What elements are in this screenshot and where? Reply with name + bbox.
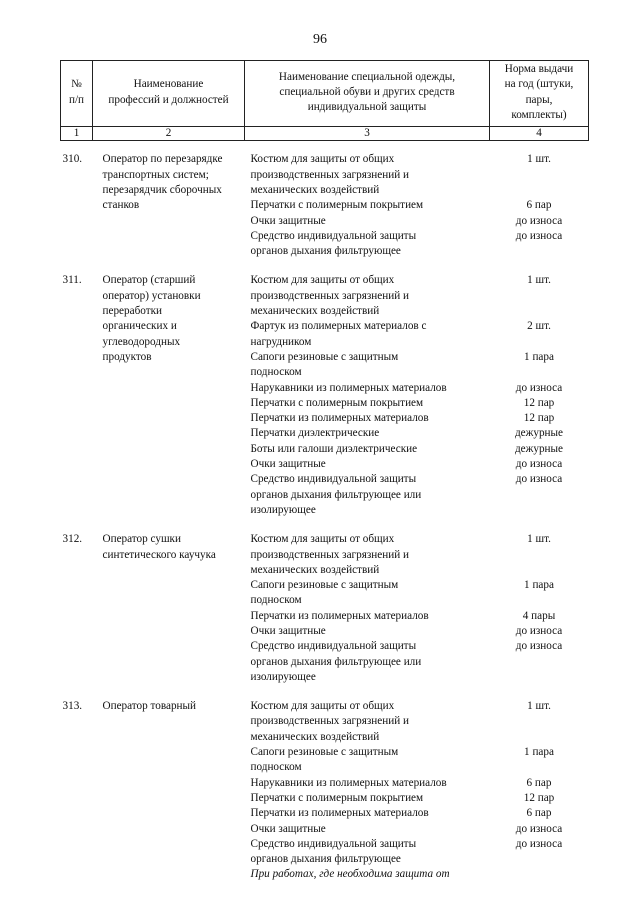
- profession-line: транспортных систем;: [102, 168, 209, 181]
- issue-norm: [490, 473, 589, 519]
- equipment-item: [245, 153, 490, 199]
- equipment-line: Средство индивидуальной защиты: [250, 640, 417, 653]
- equipment-line: Перчатки с полимерным покрытием: [250, 791, 424, 804]
- header-text: Наименование специальной одежды,: [278, 70, 456, 83]
- equipment-item: [245, 792, 490, 807]
- norm-value: дежурные: [514, 427, 564, 440]
- issue-norm: [490, 230, 589, 261]
- profession-name: [93, 700, 245, 884]
- issue-norm: [490, 382, 589, 397]
- equipment-line: органов дыхания фильтрующее: [250, 853, 401, 866]
- profession-name: [93, 274, 245, 519]
- spacer-cell: [61, 519, 589, 533]
- equipment-line: Очки защитные: [250, 458, 326, 471]
- equipment-line: производственных загрязнений и: [250, 168, 409, 181]
- equipment-item: [245, 382, 490, 397]
- equipment-line: механических воздействий: [250, 305, 380, 318]
- issue-norm: [490, 533, 589, 579]
- equipment-item: [245, 579, 490, 610]
- header-text: п/п: [68, 93, 85, 106]
- column-number: 4: [490, 127, 589, 141]
- equipment-item: [245, 640, 490, 686]
- norm-value: 12 пар: [523, 412, 555, 425]
- equipment-item: [245, 230, 490, 261]
- header-norm: [490, 61, 589, 127]
- norm-value: 2 шт.: [527, 320, 551, 333]
- equipment-item: [245, 746, 490, 777]
- norm-value: до износа: [515, 214, 563, 227]
- entry-number: 310.: [62, 153, 83, 166]
- equipment-item: [245, 215, 490, 230]
- norm-value: до износа: [515, 381, 563, 394]
- equipment-line: Очки защитные: [250, 625, 326, 637]
- norm-value: до износа: [515, 229, 563, 242]
- issue-norm: [490, 274, 589, 320]
- equipment-item: [245, 533, 490, 579]
- column-number: 1: [61, 127, 93, 141]
- equipment-line: Перчатки из полимерных материалов: [250, 609, 429, 622]
- equipment-line: Перчатки из полимерных материалов: [250, 807, 429, 820]
- profession-line: перезарядчик сборочных: [102, 183, 222, 196]
- entry-number: 312.: [62, 533, 83, 546]
- spacer-cell: [61, 260, 589, 274]
- equipment-line: Нарукавники из полимерных материалов: [250, 776, 447, 789]
- header-text: на год (штуки,: [504, 78, 574, 91]
- entry-number: 311.: [62, 274, 82, 287]
- equipment-line: Костюм для защиты от общих: [250, 153, 395, 166]
- issue-norm: [490, 700, 589, 746]
- norm-value: дежурные: [514, 442, 564, 455]
- equipment-line: производственных загрязнений и: [250, 715, 409, 728]
- header-text: индивидуальной защиты: [307, 101, 427, 114]
- equipment-item: [245, 777, 490, 792]
- norm-value: 6 пар: [526, 199, 552, 212]
- equipment-line: производственных загрязнений и: [250, 289, 409, 302]
- equipment-line: производственных загрязнений и: [250, 548, 409, 561]
- norm-value: 4 пары: [522, 609, 556, 622]
- norm-value: до износа: [515, 625, 563, 637]
- column-number: 3: [245, 127, 490, 141]
- table-row: [61, 274, 589, 320]
- profession-line: органических и: [102, 320, 177, 333]
- equipment-line: изолирующее: [250, 503, 316, 516]
- norm-value: до износа: [515, 640, 563, 653]
- equipment-line: изолирующее: [250, 670, 316, 683]
- equipment-line: Очки защитные: [250, 214, 326, 227]
- norm-value: 1 шт.: [527, 274, 551, 287]
- issue-norm: [490, 153, 589, 199]
- equipment-item: [245, 397, 490, 412]
- issue-norm: [490, 351, 589, 382]
- header-number: [61, 61, 93, 127]
- header-text: №: [71, 78, 82, 91]
- equipment-item: [245, 610, 490, 625]
- table-body: [61, 141, 589, 884]
- equipment-line: Перчатки диэлектрические: [250, 427, 380, 440]
- table-row: [61, 533, 589, 579]
- equipment-line: механических воздействий: [250, 183, 380, 196]
- equipment-line: Средство индивидуальной защиты: [250, 837, 417, 850]
- issue-norm: [490, 579, 589, 610]
- entry-number: 313.: [62, 700, 83, 713]
- issue-norm: [490, 640, 589, 686]
- profession-line: Оператор товарный: [102, 700, 197, 713]
- profession-line: Оператор сушки: [102, 533, 181, 546]
- issue-norm: [490, 199, 589, 214]
- norm-value: до износа: [515, 837, 563, 850]
- equipment-line: Очки защитные: [250, 822, 326, 835]
- equipment-line: органов дыхания фильтрующее или: [250, 655, 422, 668]
- equipment-line: Костюм для защиты от общих: [250, 533, 395, 546]
- issue-norm: [490, 823, 589, 838]
- header-text: комплекты): [511, 108, 567, 121]
- norm-value: до износа: [515, 473, 563, 486]
- issue-norm: [490, 777, 589, 792]
- equipment-item: [245, 458, 490, 473]
- table-row: [61, 153, 589, 199]
- norm-value: до износа: [515, 458, 563, 471]
- norm-value: 1 шт.: [527, 153, 551, 166]
- issue-norm: [490, 412, 589, 427]
- profession-name: [93, 533, 245, 686]
- spacer-cell: [61, 141, 589, 154]
- equipment-line: Нарукавники из полимерных материалов: [250, 381, 447, 394]
- profession-line: углеводородных: [102, 335, 181, 348]
- equipment-item: [245, 443, 490, 458]
- profession-line: Оператор (старший: [102, 274, 196, 287]
- issue-norm: [490, 397, 589, 412]
- equipment-line: Сапоги резиновые с защитным: [250, 579, 399, 592]
- issue-norm: [490, 807, 589, 822]
- profession-line: продуктов: [102, 350, 152, 363]
- profession-line: оператор) установки: [102, 289, 201, 302]
- norm-value: 12 пар: [523, 396, 555, 409]
- equipment-line: Сапоги резиновые с защитным: [250, 746, 399, 759]
- equipment-item: [245, 274, 490, 320]
- norm-value: 1 пара: [524, 746, 554, 759]
- page-number: 96: [313, 32, 327, 47]
- issue-norm: [490, 215, 589, 230]
- equipment-item: [245, 807, 490, 822]
- equipment-line: подноском: [250, 594, 302, 607]
- spacer-cell: [61, 686, 589, 700]
- note-cell: [245, 868, 589, 883]
- note-text: При работах, где необходима защита от: [250, 868, 450, 881]
- header-text: профессий и должностей: [108, 93, 229, 106]
- equipment-line: Костюм для защиты от общих: [250, 274, 395, 287]
- profession-line: станков: [102, 199, 140, 212]
- equipment-line: Перчатки с полимерным покрытием: [250, 396, 424, 409]
- issue-norm: [490, 838, 589, 869]
- issue-norm: [490, 320, 589, 351]
- issue-norm: [490, 746, 589, 777]
- equipment-line: Средство индивидуальной защиты: [250, 229, 417, 242]
- equipment-item: [245, 199, 490, 214]
- equipment-line: органов дыхания фильтрующее: [250, 245, 401, 258]
- equipment-line: Сапоги резиновые с защитным: [250, 350, 399, 363]
- equipment-line: Перчатки с полимерным покрытием: [250, 199, 424, 212]
- norm-value: до износа: [515, 822, 563, 835]
- equipment-line: органов дыхания фильтрующее или: [250, 488, 422, 501]
- equipment-line: механических воздействий: [250, 563, 380, 576]
- equipment-line: Боты или галоши диэлектрические: [250, 442, 418, 455]
- equipment-line: нагрудником: [250, 335, 312, 348]
- issue-norm: [490, 443, 589, 458]
- issue-norm: [490, 625, 589, 640]
- spacer-row: [61, 519, 589, 533]
- equipment-line: Костюм для защиты от общих: [250, 700, 395, 713]
- header-profession: [93, 61, 245, 127]
- spacer-row: [61, 686, 589, 700]
- ppe-norms-table: [60, 60, 589, 884]
- equipment-line: подноском: [250, 366, 302, 379]
- table-row: [61, 700, 589, 746]
- issue-norm: [490, 458, 589, 473]
- profession-name: [93, 153, 245, 260]
- header-text: Норма выдачи: [504, 63, 574, 75]
- equipment-item: [245, 700, 490, 746]
- norm-value: 6 пар: [526, 807, 552, 820]
- header-text: специальной обуви и других средств: [279, 85, 455, 98]
- issue-norm: [490, 427, 589, 442]
- equipment-line: механических воздействий: [250, 730, 380, 743]
- norm-value: 1 пара: [524, 350, 554, 363]
- column-number: 2: [93, 127, 245, 141]
- equipment-item: [245, 351, 490, 382]
- equipment-line: Фартук из полимерных материалов с: [250, 320, 427, 333]
- norm-value: 6 пар: [526, 776, 552, 789]
- header-equipment: [245, 61, 490, 127]
- equipment-item: [245, 823, 490, 838]
- equipment-item: [245, 625, 490, 640]
- profession-line: переработки: [102, 305, 163, 318]
- spacer-row: [61, 260, 589, 274]
- equipment-item: [245, 838, 490, 869]
- norm-value: 1 шт.: [527, 533, 551, 546]
- profession-line: синтетического каучука: [102, 548, 216, 561]
- norm-value: 1 шт.: [527, 700, 551, 713]
- equipment-line: Перчатки из полимерных материалов: [250, 412, 429, 425]
- spacer-row: [61, 141, 589, 154]
- issue-norm: [490, 792, 589, 807]
- issue-norm: [490, 610, 589, 625]
- equipment-line: подноском: [250, 761, 302, 774]
- profession-line: Оператор по перезарядке: [102, 153, 223, 166]
- equipment-item: [245, 427, 490, 442]
- header-text: Наименование: [133, 78, 204, 91]
- equipment-item: [245, 412, 490, 427]
- header-text: пары,: [525, 93, 553, 106]
- equipment-item: [245, 473, 490, 519]
- norm-value: 1 пара: [524, 579, 554, 592]
- norm-value: 12 пар: [523, 791, 555, 804]
- equipment-line: Средство индивидуальной защиты: [250, 473, 417, 486]
- equipment-item: [245, 320, 490, 351]
